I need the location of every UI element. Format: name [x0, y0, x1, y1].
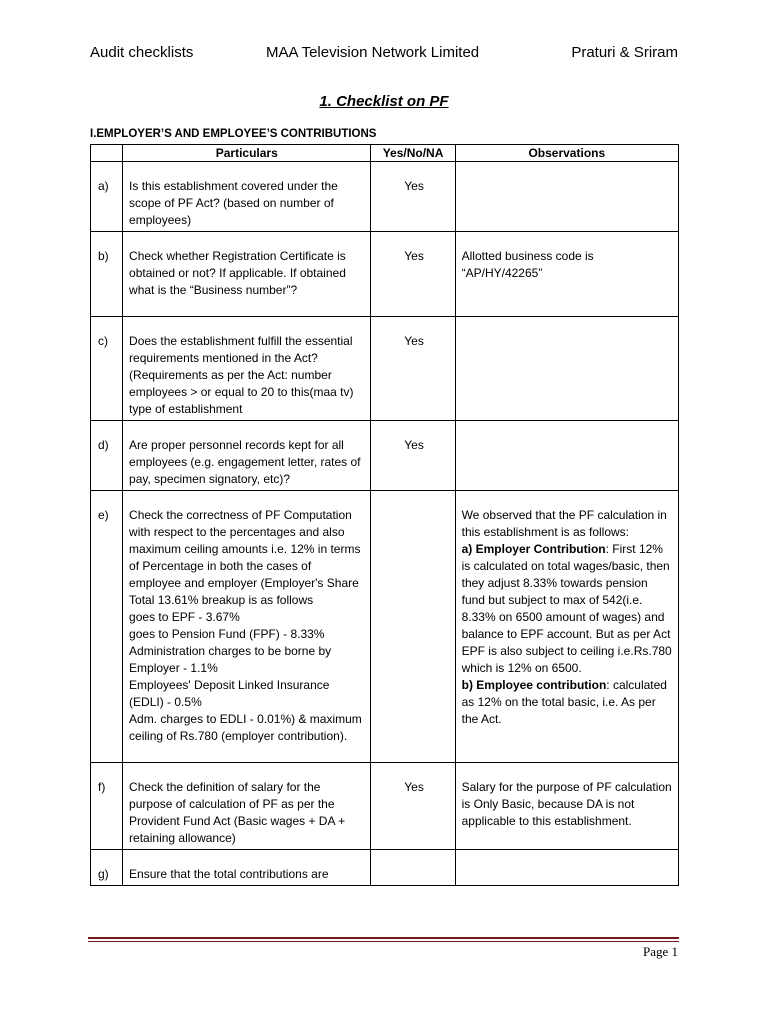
row-observation: Allotted business code is “AP/HY/42265”	[461, 249, 594, 280]
row-observation	[456, 317, 678, 335]
row-particulars: Are proper personnel records kept for all employees (e.g. engagement letter, rates of pay, specimen signatory, etc)?	[129, 438, 361, 486]
header-left-text: Audit checklists	[90, 44, 194, 61]
footer-rule	[88, 937, 679, 939]
row-answer: Yes	[404, 249, 424, 263]
document-title: 1. Checklist on PF	[319, 93, 449, 110]
particulars-line: Adm. charges to EDLI - 0.01%) & maximum ceiling of Rs.780 (employer contribution).	[129, 712, 362, 743]
row-answer	[371, 850, 454, 868]
row-index: c)	[98, 334, 108, 348]
table-row	[91, 162, 679, 232]
table-row	[91, 232, 679, 317]
particulars-line: Check the correctness of PF Computation with respect to the percentages and also maximum ceiling amounts i.e. 12% in terms of Percentage in both the cases of employee and employer (Employer's Share Total 13.61% breakup is as follows	[129, 508, 361, 607]
row-particulars: Does the establishment fulfill the essential requirements mentioned in the Act? (Requirements as per the Act: number employees > or equal to 20 to this(maa tv) type of establishment	[129, 334, 354, 416]
pf-checklist-table	[90, 144, 679, 886]
row-particulars: Is this establishment covered under the scope of PF Act? (based on number of employees)	[129, 179, 338, 227]
row-index: f)	[98, 780, 106, 794]
row-particulars	[123, 491, 370, 747]
employee-contribution-label: b) Employee contribution	[461, 678, 607, 692]
row-observation	[456, 491, 678, 730]
column-header-observations: Observations	[455, 145, 678, 162]
table-row	[91, 421, 679, 491]
particulars-line: Employees' Deposit Linked Insurance (EDLI) - 0.5%	[129, 678, 330, 709]
table-row	[91, 763, 679, 850]
particulars-line: goes to Pension Fund (FPF) - 8.33%	[129, 627, 325, 641]
row-answer	[371, 491, 454, 509]
row-observation	[456, 162, 678, 180]
row-index: b)	[98, 249, 109, 263]
row-index: d)	[98, 438, 109, 452]
page-number: Page 1	[642, 944, 678, 959]
header-company-name: MAA Television Network Limited	[266, 44, 480, 61]
column-header-index	[91, 145, 123, 162]
header-auditor-name: Praturi & Sriram	[571, 44, 678, 61]
row-observation	[456, 850, 678, 868]
row-observation	[456, 421, 678, 439]
row-particulars: Ensure that the total contributions are	[129, 867, 329, 881]
observation-intro: We observed that the PF calculation in this establishment is as follows:	[461, 508, 667, 539]
table-row	[91, 850, 679, 886]
row-answer: Yes	[404, 438, 424, 452]
row-index: e)	[98, 508, 109, 522]
row-index: a)	[98, 179, 109, 193]
employee-contribution-text: : calculated as 12% on the total basic, i.e. As per the Act.	[461, 678, 667, 726]
employer-contribution-label: a) Employer Contribution	[461, 542, 606, 556]
section-title: I.EMPLOYER’S AND EMPLOYEE’S CONTRIBUTIONS	[90, 128, 377, 140]
column-header-particulars: Particulars	[123, 145, 371, 162]
row-answer: Yes	[404, 334, 424, 348]
row-answer: Yes	[404, 179, 424, 193]
particulars-line: Administration charges to be borne by Employer - 1.1%	[129, 644, 332, 675]
table-header-row	[91, 145, 679, 162]
employer-contribution-text: : First 12% is calculated on total wages/basic, then they adjust 8.33% towards pension fund but subject to max of 542(i.e. 8.33% on 6500 amount of wages) and balance to EPF account. But as per Act EPF is also subject to ceiling i.e.Rs.780 which is 12% on 6500.	[461, 542, 672, 675]
row-observation: Salary for the purpose of PF calculation is Only Basic, because DA is not applicable to this establishment.	[461, 780, 672, 828]
row-index: g)	[98, 867, 109, 881]
table-row	[91, 491, 679, 763]
particulars-line: goes to EPF - 3.67%	[129, 610, 240, 624]
column-header-yes-no-na: Yes/No/NA	[371, 145, 455, 162]
row-particulars: Check whether Registration Certificate is obtained or not? If applicable. If obtained what is the “Business number”?	[129, 249, 346, 297]
table-row	[91, 317, 679, 421]
row-answer: Yes	[404, 780, 424, 794]
footer-rule-thin	[88, 941, 679, 942]
row-particulars: Check the definition of salary for the purpose of calculation of PF as per the Provident Fund Act (Basic wages + DA + retaining allowance)	[129, 780, 346, 845]
